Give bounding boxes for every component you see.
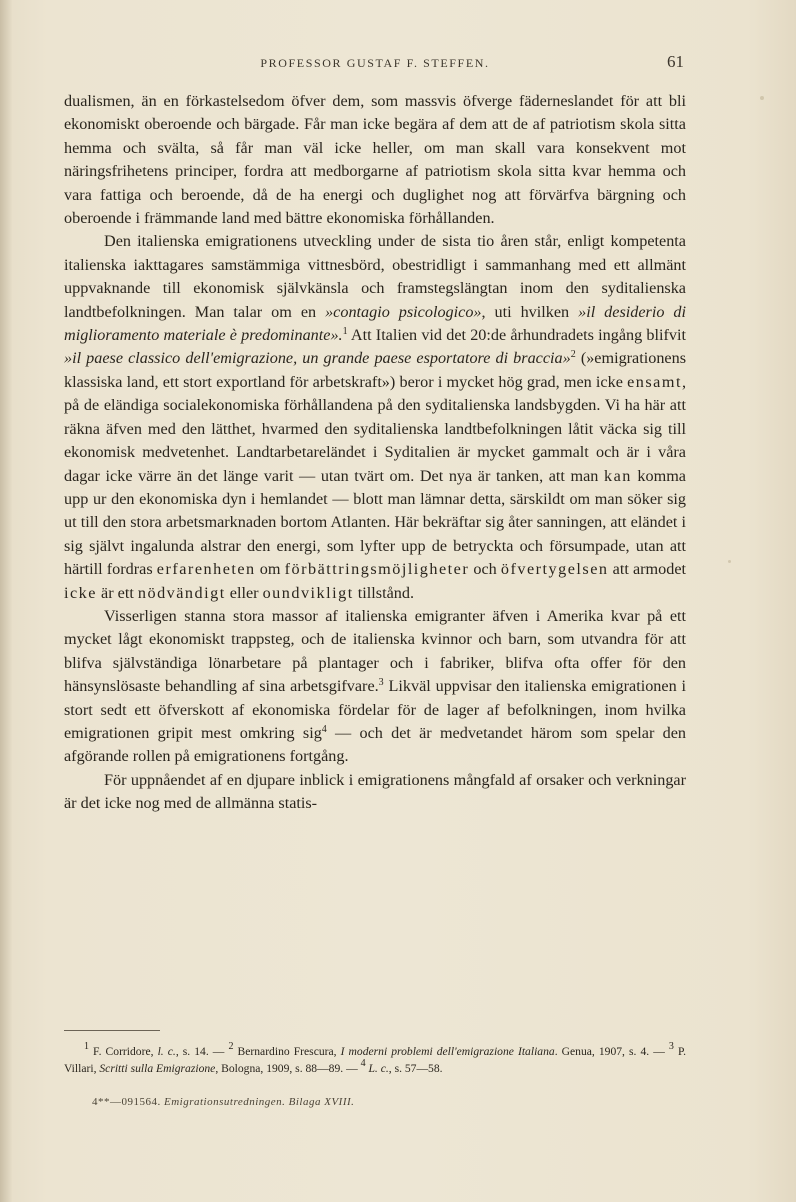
spaced-emphasis: öfvertygelsen [500, 560, 609, 579]
footnote-ref: 3 [378, 677, 384, 689]
paragraph-2 [64, 230, 686, 605]
text-run: (»emigrationens klassiska land, ett stort exportland för arbetskraft») beror i mycket hög grad, men icke [64, 349, 687, 391]
running-header [66, 52, 684, 74]
body-text [64, 90, 686, 816]
paragraph-text: För uppnåendet af en djupare inblick i emigrationens mångfald af orsaker och verkningar är det icke nog med de allmänna statis- [64, 770, 686, 813]
text-run: tillstånd. [353, 583, 414, 602]
text-run: — och det är medvetandet härom som spelar den afgörande rollen på emigrationens fortgång. [64, 723, 686, 766]
text-run: och [469, 560, 501, 579]
signature-text: Emigrationsutredningen. Bilaga XVIII. [164, 1096, 355, 1108]
footnote-italic: Scritti sulla Emigrazione [99, 1061, 216, 1075]
text-run: Likväl uppvisar den italienska emigrationen i stort sedt ett öfverskott af ekonomiska fördelar för de lager af befolkningen, inom hvilka emigrationen gripit mest omkring sig [64, 677, 686, 742]
spaced-emphasis: erfarenheten [156, 560, 256, 579]
paragraph-4 [64, 769, 686, 816]
text-run: komma upp ur den ekonomiska dyn i hemlandet — blott man lämnar detta, särskildt om man söker sig ut till den stora arbetsmarknaden bortom Atlanten. Här bekräftar sig åter sanningen, att eländet i sig självt ingalunda alstrar den energi, som lyfter upp de betryckta och försumpade, utan att härtill fordras [64, 466, 686, 579]
spaced-emphasis: ensamt [627, 372, 682, 391]
italic-quote: »contagio psicologico» [325, 302, 482, 321]
printer-signature [92, 1096, 354, 1108]
spaced-emphasis: icke [64, 583, 97, 602]
text-run: att armodet [608, 560, 686, 579]
spaced-emphasis: oundvikligt [262, 583, 354, 602]
footnote-ref: 4 [321, 723, 327, 735]
footnote-text: . Genua, 1907, s. 4. — [554, 1045, 669, 1058]
footnote-text: P. Villari, [64, 1045, 687, 1075]
footnote-italic: L. c. [368, 1061, 389, 1075]
text-run: , på de eländiga socialekonomiska förhållandena på den syditalienska landsbygden. Vi ha här att räkna äfven med den lätthet, hvarmed den syditalienska landtbefolkningen låtit väcka sig till ekonomisk medvetenhet. Landtarbetareländet i Syditalien är mycket gammalt och är i våra dagar icke värre än det länge varit — utan tvärt om. Det nya är tanken, att man [64, 372, 686, 485]
italic-quote: »il desiderio di miglioramento materiale è predominante». [64, 302, 686, 345]
spaced-emphasis: kan [603, 466, 632, 485]
running-title: PROFESSOR GUSTAF F. STEFFEN. [260, 56, 490, 70]
footnotes [64, 1041, 687, 1077]
footnote-block [64, 1041, 687, 1077]
text-run: är ett [96, 583, 138, 602]
spaced-emphasis: nödvändigt [137, 583, 226, 602]
footnote-mark: 3 [668, 1041, 674, 1052]
text-run: Att Italien vid det 20:de århundradets ingång blifvit [347, 326, 686, 345]
text-run: Visserligen stanna stora massor af italienska emigranter äfven i Amerika kvar på ett mycket lågt ekonomiskt trappsteg, och de italienska kvinnor och barn, som utvandra för att blifva självständiga lönarbetare på plantager och i fabriker, blifva ofta offer för den hänsynslösaste behandling af sina arbetsgifvare. [64, 606, 686, 696]
spaced-emphasis: förbättringsmöjligheter [284, 560, 470, 579]
footnote-ref: 1 [342, 326, 348, 338]
text-run: eller [225, 583, 263, 602]
paragraph-1 [64, 90, 686, 230]
footnote-ref: 2 [570, 349, 576, 361]
footnote-italic: I moderni problemi dell'emigrazione Italiana [340, 1045, 555, 1058]
footnote-text: Bernardino Frescura, [233, 1045, 341, 1058]
text-run: om [255, 560, 285, 579]
binding-gutter [0, 0, 12, 1202]
footnote-mark: 4 [360, 1057, 366, 1069]
footnote-text: F. Corridore, [89, 1045, 158, 1058]
italic-quote: »il paese classico dell'emigrazione, un grande paese esportatore di braccia» [64, 349, 571, 368]
page-number: 61 [667, 52, 684, 71]
footnote-text: , s. 57—58. [388, 1061, 443, 1075]
text-run: Den italienska emigrationens utveckling under de sista tio åren står, enligt kompetenta italienska iakttagares samstämmiga vittnesbörd, obestridligt i sammanhang med ett allmänt uppvaknande till ekonomisk självkänsla och framstegslängtan inom den syditalienska landtbefolkningen. Man talar om en [64, 232, 686, 321]
footnote-rule [64, 1030, 160, 1031]
paragraph-text: dualismen, än en förkastelsedom öfver dem, som massvis öfverge fäderneslandet för att bli ekonomiskt oberoende och bärgade. Får man icke begära af dem att de af patriotism skola sitta hemma och svälta, så får man väl icke heller, om man skall vara konsekvent mot näringsfrihetens principer, fordra att medborgarne af patriotism skola sitta kvar hemma och vara fattiga och beroende, då de ha energi och duglighet nog att förvärfva bärgning och oberoende i främmande land med bättre ekonomiska förhållanden. [64, 92, 686, 228]
footnote-mark: 1 [84, 1041, 89, 1052]
signature-mark: 4**—091564. [92, 1096, 161, 1108]
paragraph-3 [64, 605, 686, 769]
footnote-mark: 2 [228, 1041, 234, 1052]
paper-spot [760, 96, 764, 100]
footnote-italic: l. c. [157, 1045, 176, 1058]
footnote-text: , s. 14. — [175, 1045, 229, 1058]
paper-spot [728, 560, 731, 563]
text-run: , uti hvilken [481, 302, 579, 321]
footnote-text: , Bologna, 1909, s. 88—89. — [215, 1061, 361, 1075]
